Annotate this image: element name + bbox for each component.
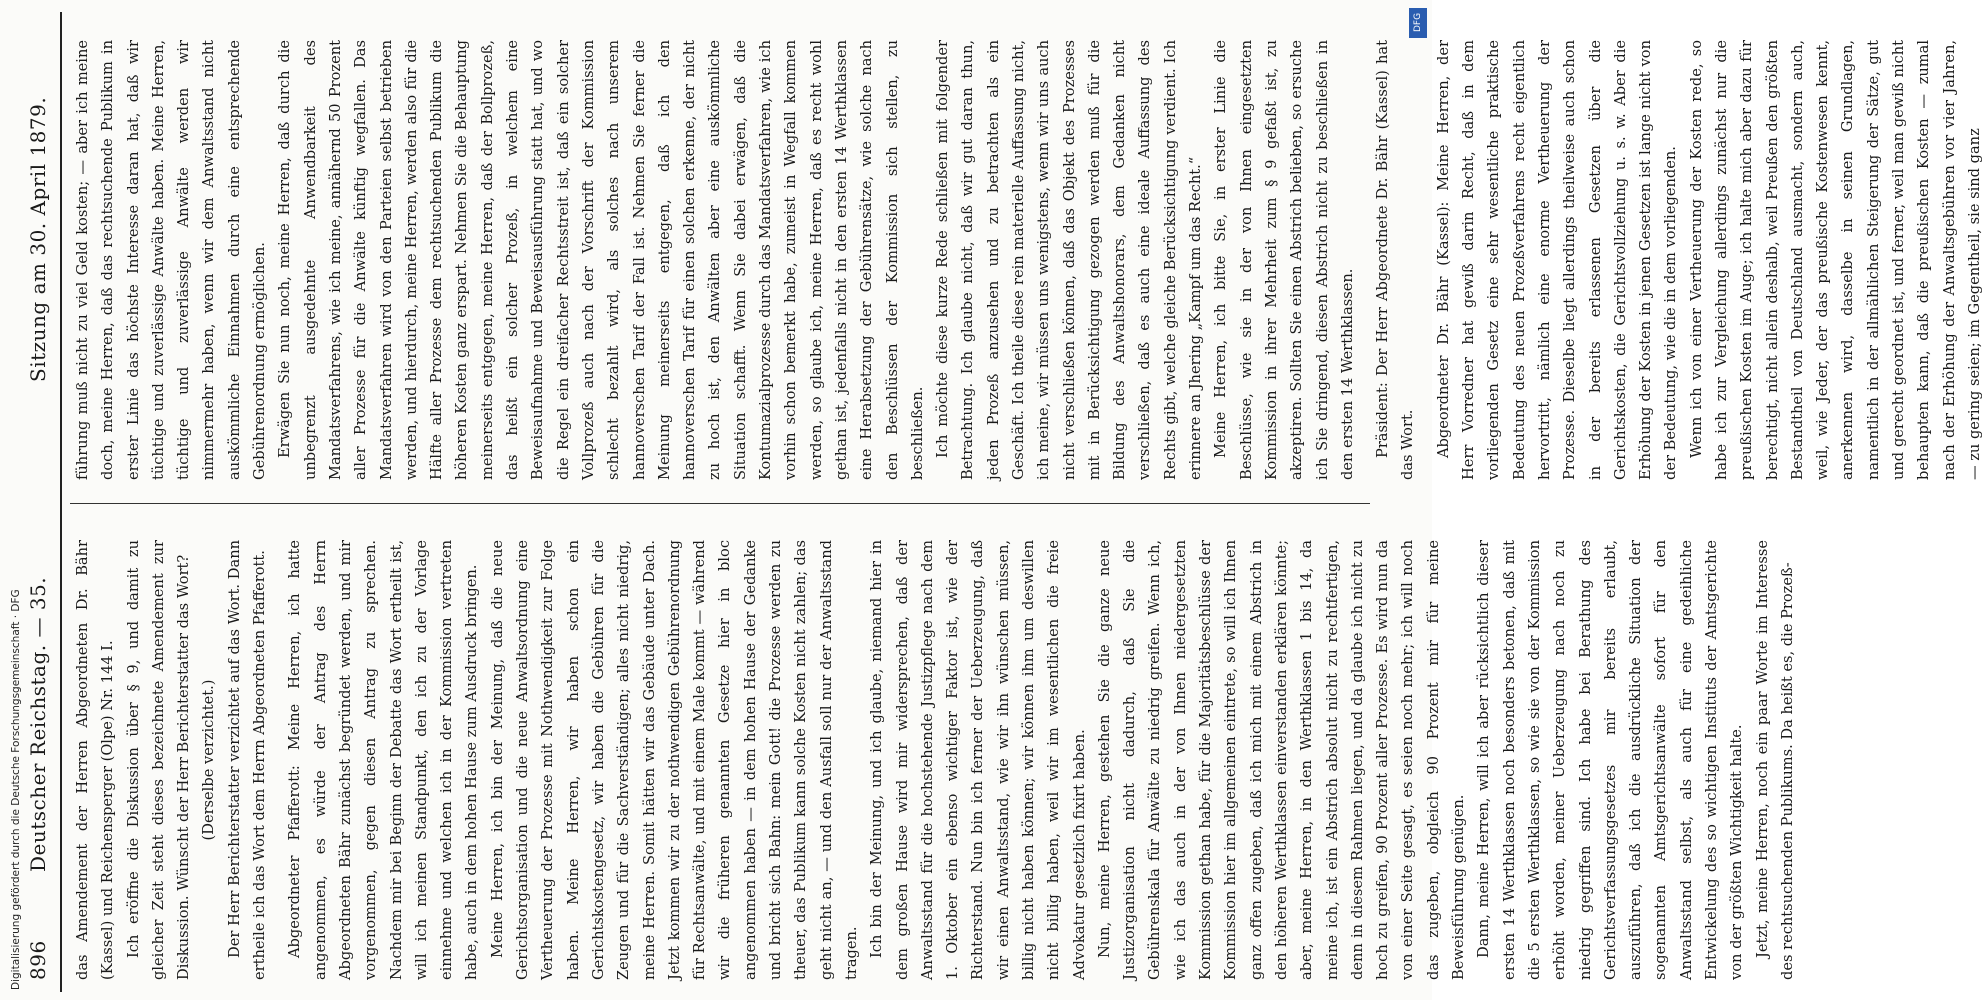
paragraph: führung muß nicht zu viel Geld kosten; — aber ich meine doch, meine Herren, daß das rechtsuchende Publikum in erster Linie das höchste Interesse daran hat, daß wir tüchtige und zuverlässige Anwälte haben. Meine Herren, tüchtige und zuverlässige Anwälte werden wir nimmermehr haben, wenn wir dem Anwaltsstand nicht auskömmliche Einnahmen durch eine entsprechende Gebührenordnung ermöglichen. [74,40,269,480]
paragraph: Meine Herren, ich bin der Meinung, daß die neue Gerichtsorganisation und die neue Anwaltsordnung eine Vertheuerung der Prozesse mit Nothwendigkeit zur Folge haben. Meine Herren, wir haben schon ein Gerichtskostengesetz, wir haben die Gebühren für die Zeugen und für die Sachverständigen; alles nicht niedrig, meine Herren. Somit hätten wir das Gebäude unter Dach. Jetzt kommen wir zu der nothwendigen Gebührenordnung für Rechtsanwälte, und mit einem Male kommt — während wir die früheren genannten Gesetze hier in bloc angenommen haben — in dem hohen Hause der Gedanke und bricht sich Bahn: mein Gott! die Prozesse werden zu theuer, das Publikum kann solche Kosten nicht zahlen; das geht nicht an, — und den Ausfall soll nur der Anwaltsstand tragen. [488,540,860,980]
paragraph: Abgeordneter Pfafferott: Meine Herren, ich hatte angenommen, es würde der Antrag des Herrn Abgeordneten Bähr zunächst begründet werden, und mir vorgenommen, gegen diesen Antrag zu sprechen. Nachdem mir bei Beginn der Debatte das Wort ertheilt ist, will ich meinen Standpunkt, den ich zu der Vorlage einnehme und welchen ich in der Kommission vertreten habe, auch in dem hohen Hause zum Ausdruck bringen. [286,540,481,980]
dfg-logo: DFG [1409,8,1427,38]
journal-title: Deutscher Reichstag. — 35. [26,576,50,872]
paragraph: Präsident: Der Herr Abgeordnete Dr. Bähr (Kassel) hat das Wort. [1374,40,1417,480]
paragraph: Ich eröffne die Diskussion über § 9, und damit zu gleicher Zeit steht dieses bezeichnete Amendement zur Diskussion. Wünscht der Herr Berichterstatter das Wort? [124,540,193,980]
right-column [70,40,1987,480]
page-number: 896 [26,940,50,980]
column-divider [70,503,1370,504]
paragraph: Jetzt, meine Herren, noch ein paar Worte im Interesse des rechtsuchenden Publikums. Da heißt es, die Prozeß- [1753,540,1796,980]
paragraph: das Amendement der Herren Abgeordneten Dr. Bähr (Kassel) und Reichensperger (Olpe) Nr. 144 I. [74,540,117,980]
paragraph: Ich bin der Meinung, und ich glaube, niemand hier in dem großen Hause wird mir widersprechen, daß der Anwaltsstand für die hochstehende Justizpflege nach dem 1. Oktober ein ebenso wichtiger Faktor ist, wie der Richterstand. Nun bin ich ferner der Ueberzeugung, daß wir einen Anwaltsstand, wie wir ihn wünschen müssen, billig nicht haben können; wir können ihm um deswillen nicht billig haben, weil wir im wesentlichen die freie Advokatur gesetzlich fixirt haben. [868,540,1088,980]
paragraph: Nun, meine Herren, gestehen Sie die ganze neue Justizorganisation nicht dadurch, daß Sie die Gebührenskala für Anwälte zu niedrig greifen. Wenn ich, wie ich das auch in der von Ihnen niedergesetzten Kommission gethan habe, für die Majoritätsbeschlüsse der Kommission hier im allgemeinen eintrete, so will ich Ihnen ganz offen zugeben, daß ich mich mit einem Abstrich in den höheren Werthklassen einverstanden erklären könnte; aber, meine Herren, in den Werthklassen 1 bis 14, da meine ich, ist ein Abstrich absolut nicht zu rechtfertigen, denn in diesem Rahmen liegen, und da glaube ich nicht zu hoch zu greifen, 90 Prozent aller Prozesse. Es wird nun da von einer Seite gesagt, es seien noch mehr; ich will noch das zugeben, obgleich 90 Prozent mir für meine Beweisführung genügen. [1095,540,1468,980]
paragraph: Wenn ich von einer Vertheuerung der Kosten rede, so habe ich zur Vergleichung allerdings zunächst nur die preußischen Kosten im Auge; ich halte mich aber dazu für berechtigt, nicht allein deshalb, weil Preußen den größten Bestandtheil von Deutschland ausmacht, sondern auch, weil, wie Jeder, der das preußische Kostenwesen kennt, anerkennen wird, dasselbe in seinen Grundlagen, namentlich in der allmählichen Steigerung der Sätze, gut und gerecht geordnet ist, und ferner, weil man gewiß nicht behaupten kann, daß die preußischen Kosten — zumal nach der Erhöhung der Anwaltsgebühren vor vier Jahren, — zu gering seien; im Gegentheil, sie sind ganz [1687,40,1983,480]
paragraph: Meine Herren, ich bitte Sie, in erster Linie die Beschlüsse, wie sie in der von Ihnen eingesetzten Kommission in ihrer Mehrheit zum § 9 gefaßt ist, zu akzeptiren. Sollten Sie einen Abstrich belieben, so ersuche ich Sie dringend, diesen Abstrich nicht zu beschließen in den ersten 14 Werthklassen. [1212,40,1356,480]
paragraph: (Derselbe verzichtet.) [200,679,218,841]
side-margin [1406,0,1432,1000]
paragraph: Erwägen Sie nun noch, meine Herren, daß durch die unbegrenzt ausgedehnte Anwendbarkeit des Mandatsverfahrens, wie ich meine, annähernd 50 Prozent aller Prozesse für die Anwälte künftig wegfallen. Das Mandatsverfahren wird von den Parteien selbst betrieben werden, und hierdurch, meine Herren, werden also für die Hälfte aller Prozesse dem rechtsuchenden Publikum die höheren Kosten ganz erspart. Nehmen Sie die Behauptung meinerseits entgegen, meine Herren, daß der Bollprozeß, das heißt ein solcher Prozeß, in welchem eine Beweisaufnahme und Beweisausführung statt hat, und wo die Regel ein dreifacher Rechtsstreit ist, daß ein solcher Vollprozeß auch nach der Vorschrift der Kommission schlecht bezahlt wird, als solches nach unserem hannoverschen Tarif der Fall ist. Nehmen Sie ferner die Meinung meinerseits entgegen, daß ich den hannoverschen Tarif für einen solchen erkenne, der nicht zu hoch ist, den Anwälten aber eine auskömmliche Situation schafft. Wenn Sie dabei erwägen, daß die Kontumazialprozesse durch das Mandatsverfahren, wie ich vorhin schon bemerkt habe, zumeist in Wegfall kommen werden, so glaube ich, meine Herren, daß es recht wohl gethan ist, jedenfalls nicht in den ersten 14 Werthklassen eine Herabsetzung der Gebührensätze, wie solche nach den Beschlüssen der Kommission sich stellen, zu beschließen. [276,40,926,480]
paragraph: Ich möchte diese kurze Rede schließen mit folgender Betrachtung. Ich glaube nicht, daß wir gut daran thun, jeden Prozeß anzusehen und zu betrachten als ein Geschäft. Ich theile diese rein materielle Auffassung nicht, ich meine, wir müssen uns wenigstens, wenn wir uns auch nicht verschließen können, daß das Objekt des Prozesses mit in Berücksichtigung gezogen werden muß für die Bildung des Anwaltshonorars, dem Gedanken nicht verschließen, daß es auch eine ideale Auffassung des Rechts gibt, welche gleiche Berücksichtigung verdient. Ich erinnere an Jhering „Kampf um das Recht.“ [934,40,1205,480]
dfg-watermark: Digitalisierung gefördert durch die Deutsche Forschungsgemeinschaft · DFG [10,589,22,990]
session-date: Sitzung am 30. April 1879. [26,96,50,382]
header-rule [60,12,62,992]
paragraph-gap [1360,40,1370,480]
paragraph: Dann, meine Herren, will ich aber rücksichtlich dieser ersten 14 Werthklassen noch besonders betonen, daß mit die 5 ersten Werthklassen, so wie sie von der Kommission erhöht worden, meiner Ueberzeugung nach noch zu niedrig gegriffen sind. Ich habe bei Berathung des Gerichtsverfassungsgesetzes mir bereits erlaubt, auszuführen, daß ich die ausdrückliche Situation der sogenannten Amtsgerichtsanwälte sofort für den Anwaltsstand selbst, als auch für eine gedeihliche Entwickelung des so wichtigen Instituts der Amtsgerichte von der größten Wichtigkeit halte. [1475,540,1746,980]
paragraph: Abgeordneter Dr. Bähr (Kassel): Meine Herren, der Herr Vorredner hat gewiß darin Recht, daß in dem vorliegenden Gesetz eine sehr wesentliche praktische Bedeutung des neuen Prozeßverfahrens recht eigentlich hervortritt, nämlich eine enorme Vertheuerung der Prozesse. Dieselbe liegt allerdings theilweise auch schon in der bereits erlassenen Gesetzen über die Gerichtskosten, die Gerichtsvollziehung u. s. w. Aber die Erhöhung der Kosten in jenen Gesetzen ist lange nicht von der Bedeutung, wie die in dem vorliegenden. [1434,40,1680,480]
paragraph-gap [272,540,282,980]
paragraph: Der Herr Berichterstatter verzichtet auf das Wort. Dann ertheile ich das Wort dem Herrn Abgeordneten Pfafferott. [225,540,269,980]
left-column [70,540,1800,980]
